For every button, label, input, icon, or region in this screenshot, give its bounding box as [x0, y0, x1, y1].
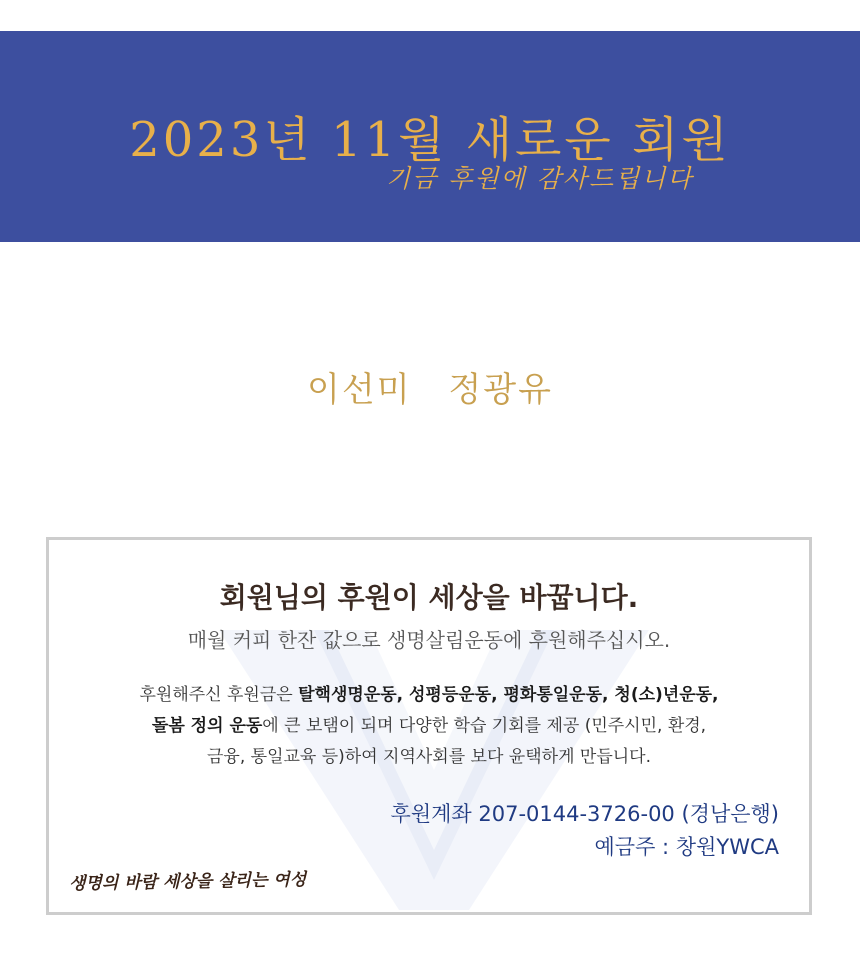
banner-title: 2023년 11월 새로운 회원 — [129, 112, 731, 168]
body-text: 금융, 통일교육 등)하여 지역사회를 보다 윤택하게 만듭니다. — [207, 747, 651, 767]
notice-headline: 회원님의 후원이 세상을 바꿉니다. — [219, 581, 639, 614]
account-info — [391, 798, 779, 864]
donation-notice-box — [46, 537, 812, 915]
notice-body — [89, 680, 769, 773]
member-name: 이선미 — [307, 370, 412, 410]
header-banner — [0, 31, 860, 242]
banner-subtitle: 기금 후원에 감사드립니다 — [386, 164, 694, 193]
account-holder: 예금주 : 창원YWCA — [594, 835, 779, 859]
bank-account: 후원계좌 207-0144-3726-00 (경남은행) — [390, 802, 779, 826]
new-members-list — [0, 362, 860, 411]
body-text: 에 큰 보탬이 되며 다양한 학습 기회를 제공 (민주시민, 환경, — [262, 716, 707, 736]
body-emphasis: 탈핵생명운동, 성평등운동, 평화통일운동, 청(소)년운동, — [298, 685, 719, 705]
notice-subline: 매월 커피 한잔 값으로 생명살림운동에 후원해주십시오. — [187, 628, 671, 652]
body-text: 후원해주신 후원금은 — [139, 685, 299, 705]
body-emphasis: 돌봄 정의 운동 — [151, 716, 263, 736]
member-name: 정광유 — [448, 370, 553, 410]
ywca-slogan: 생명의 바람 세상을 살리는 여성 — [68, 869, 307, 895]
